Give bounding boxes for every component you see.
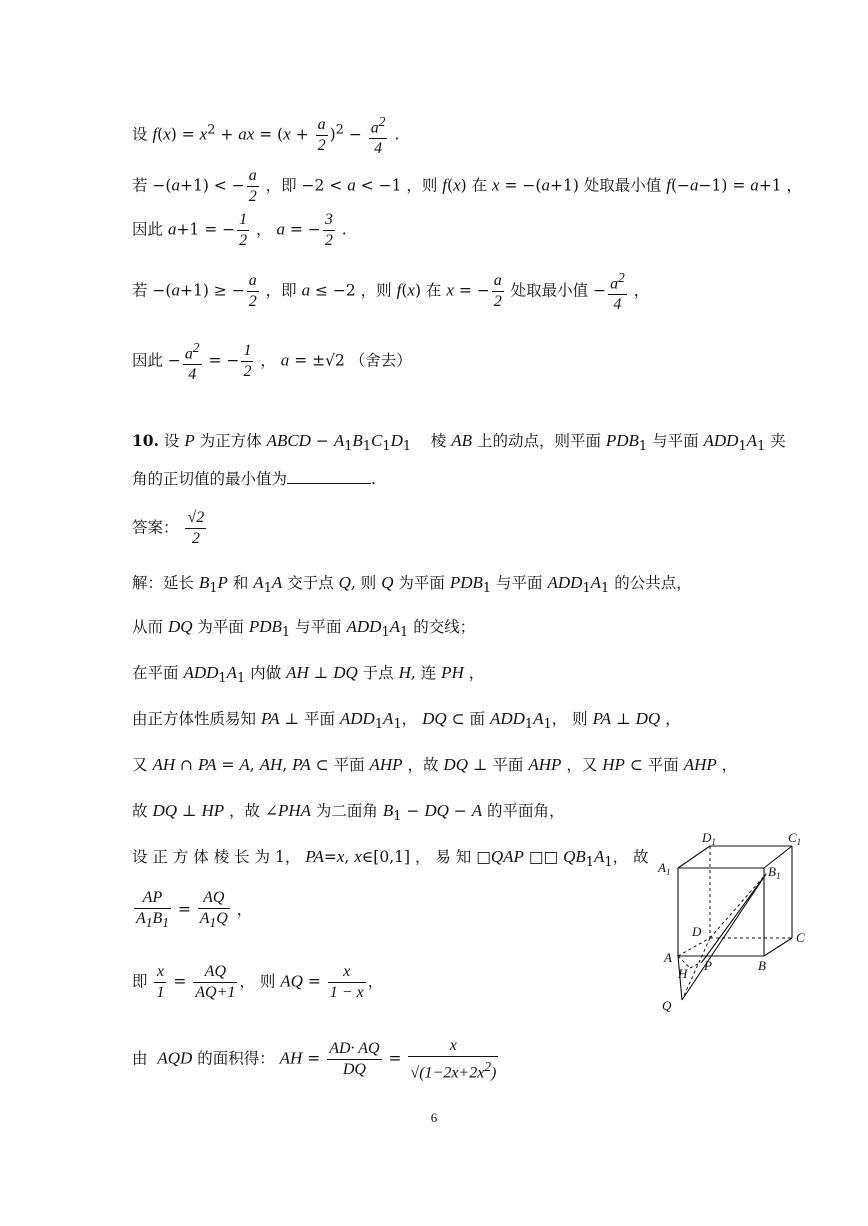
label-A1: $A_1$ bbox=[658, 860, 671, 877]
fraction: $\frac{a^2}{4}$ bbox=[610, 270, 625, 314]
text: 设 bbox=[132, 125, 153, 144]
fraction: $\frac{x}{1}$ bbox=[156, 963, 165, 1001]
label-C1: $C_1$ bbox=[788, 830, 802, 847]
solution-line-3: 在平面 $ADD_1A_1$ 内做 AH ⊥ DQ 于点 H, 连 PH ， bbox=[132, 663, 485, 687]
label-H: H bbox=[678, 966, 688, 981]
fraction: $\frac{a}{2}$ bbox=[248, 272, 257, 311]
edge-A1D1 bbox=[678, 846, 710, 868]
line-PB1 bbox=[702, 874, 766, 962]
fraction: $\frac{1}{2}$ bbox=[239, 211, 248, 249]
answer-line: 答案： $\frac{√2}{2}$ bbox=[132, 509, 205, 547]
solution-line-9: 即 $\frac{x}{1}$ = $\frac{AQ}{AQ+1}$ ， 则 AQ = $\frac{x}{1 - x}$ ， bbox=[132, 963, 384, 1001]
question-number: 10. bbox=[132, 431, 159, 450]
fraction: $\frac{x}{1 - x}$ bbox=[329, 963, 364, 1001]
edge-AD-hidden bbox=[678, 938, 710, 956]
solution-line-1: 解：延长 $B_1P$ 和 $A_1A$ 交于点 Q, 则 Q 为平面 $PDB_1$ 与平面 $ADD_1A_1$ 的公共点， bbox=[132, 573, 692, 597]
fraction: $\frac{a}{2}$ bbox=[317, 116, 326, 155]
answer-fraction: $\frac{√2}{2}$ bbox=[187, 509, 205, 547]
edge-BC bbox=[764, 938, 792, 956]
fraction: $\frac{a^2}{4}$ bbox=[370, 114, 386, 158]
question-10-line1: 10. 设 P 为正方体 ABCD − $A_1B_1C_1D_1$ 棱 AB 上的动点，则平面 $PDB_1$ 与平面 $ADD_1A_1$ 夹 bbox=[132, 431, 786, 455]
label-D: D bbox=[692, 924, 702, 939]
label-D1: $D_1$ bbox=[702, 830, 716, 847]
answer-blank bbox=[287, 469, 371, 484]
line-HP-hidden bbox=[690, 962, 702, 968]
fraction: $\frac{AP}{A_1B_1}$ bbox=[136, 889, 169, 931]
solution-line-5: 又 AH ∩ PA = A, AH, PA ⊂ 平面 AHP ，故 DQ ⊥ 平面 AHP ，又 HP ⊂ 平面 AHP ， bbox=[132, 755, 738, 774]
line-case2-result: 因此 − $\frac{a^2}{4}$ = − $\frac{1}{2}$ ， a = ±√2 （舍去） bbox=[132, 340, 412, 384]
fraction: $\frac{1}{2}$ bbox=[243, 342, 252, 381]
fraction: $\frac{x}{√(1-2x+2x^2)}$ bbox=[410, 1037, 497, 1082]
line-DB1-hidden bbox=[710, 874, 766, 938]
question-10-line2: 角的正切值的最小值为 . bbox=[132, 470, 376, 488]
solution-line-8: $\frac{AP}{A_1B_1}$ = $\frac{AQ}{A_1Q}$ ， bbox=[132, 888, 252, 933]
line-case1-result: 因此 a+1 = − $\frac{1}{2}$ ， a = − $\frac{3}{2}$ . bbox=[132, 211, 347, 249]
fraction: $\frac{a}{2}$ bbox=[493, 272, 502, 311]
line-case1: 若 −(a+1) < − $\frac{a}{2}$ ，即 −2 < a < −1 ，则 f(x) 在 x = −(a+1) 处取最小值 f(−a−1) = a+1 ， bbox=[132, 167, 803, 205]
fraction: $\frac{3}{2}$ bbox=[324, 211, 333, 249]
math: f bbox=[152, 124, 158, 144]
solution-line-10: 由 AQD 的面积得： AH = $\frac{AD\cdot AQ}{DQ}$ = $\frac{x}{√(1-2x+2x^2)}$ bbox=[132, 1037, 497, 1082]
solution-line-7: 设 正 方 体 棱 长 为 1， PA=x, x∈[0,1] ， 易 知 □QAP □□ $QB_1A_1$， 故 bbox=[132, 847, 649, 871]
fraction: $\frac{AQ}{AQ+1}$ bbox=[195, 963, 236, 1001]
label-C: C bbox=[796, 930, 805, 945]
fraction: $\frac{AQ}{A_1Q}$ bbox=[199, 889, 228, 931]
line-case2: 若 −(a+1) ≥ − $\frac{a}{2}$ ，即 a ≤ −2 ，则 f(x) 在 x = − $\frac{a}{2}$ 处取最小值 − $\frac{a^2}{4}$ ， bbox=[132, 270, 650, 314]
label-B1: $B_1$ bbox=[768, 864, 781, 881]
label-B: B bbox=[758, 958, 766, 973]
line-f-definition: 设 $f(x) = x^2$ + ax = (x + $\frac{a}{2}$ )$^2$ − $\frac{a^2}{4}$ . bbox=[132, 114, 400, 158]
fraction: $\frac{a^2}{4}$ bbox=[184, 340, 200, 384]
page-number: 6 bbox=[430, 1110, 438, 1125]
label-P: P bbox=[704, 958, 712, 973]
label-A: A bbox=[664, 950, 672, 965]
solution-line-6: 故 DQ ⊥ HP ，故 ∠PHA 为二面角 $B_1$ − DQ − A 的平面角， bbox=[132, 801, 565, 825]
solution-line-2: 从而 DQ 为平面 $PDB_1$ 与平面 $ADD_1A_1$ 的交线； bbox=[132, 617, 476, 641]
solution-line-4: 由正方体性质易知 PA ⊥ 平面 $ADD_1A_1$， DQ ⊂ 面 $ADD_1A_1$， 则 PA ⊥ DQ ， bbox=[132, 709, 681, 733]
label-Q: Q bbox=[662, 998, 672, 1013]
fraction: $\frac{AD\cdot AQ}{DQ}$ bbox=[329, 1040, 380, 1079]
fraction: $\frac{a}{2}$ bbox=[248, 167, 257, 205]
cube-figure bbox=[650, 828, 820, 1018]
